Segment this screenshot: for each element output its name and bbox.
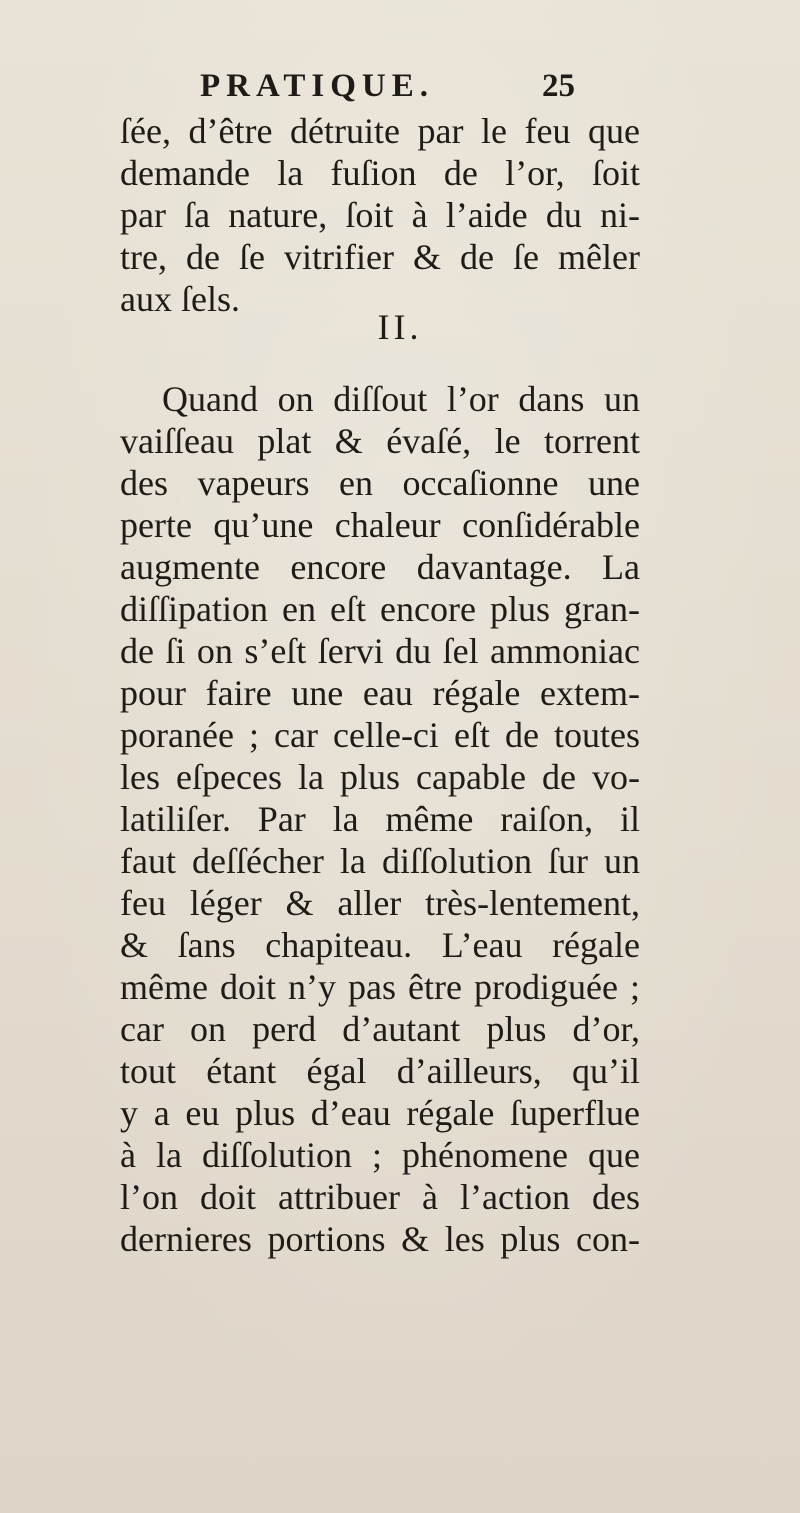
text-line: & ſans chapiteau. L’eau régale [120,925,640,965]
text-line: diſſipation en eſt encore plus gran- [120,589,640,629]
text-line: par ſa nature, ſoit à l’aide du ni- [120,195,640,235]
paragraph-continuation [120,110,640,320]
text-line: y a eu plus d’eau régale ſuperflue [120,1093,640,1133]
text-line: à la diſſolution ; phénomene que [120,1135,640,1175]
text-line: de ſi on s’eſt ſervi du ſel ammoniac [120,631,640,671]
text-line: dernieres portions & les plus con- [120,1219,640,1259]
text-line: l’on doit attribuer à l’action des [120,1177,640,1217]
running-header [200,68,620,108]
text-line: les eſpeces la plus capable de vo- [120,757,640,797]
text-line: des vapeurs en occaſionne une [120,463,640,503]
text-line: ſée, d’être détruite par le feu que [120,111,640,151]
text-line: pour faire une eau régale extem- [120,673,640,713]
text-line: demande la fuſion de l’or, ſoit [120,153,640,193]
text-line: feu léger & aller très-lentement, [120,883,640,923]
text-line: même doit n’y pas être prodiguée ; [120,967,640,1007]
text-line: aux ſels. [120,279,240,319]
text-line: car on perd d’autant plus d’or, [120,1009,640,1049]
section-number: II. [377,307,423,347]
text-line: augmente encore davantage. La [120,547,640,587]
running-title: PRATIQUE. [200,68,434,104]
text-line: vaiſſeau plat & évaſé, le torrent [120,421,640,461]
text-line: tout étant égal d’ailleurs, qu’il [120,1051,640,1091]
text-line: latiliſer. Par la même raiſon, il [120,799,640,839]
text-line: perte qu’une chaleur conſidérable [120,505,640,545]
page-number: 25 [542,68,575,104]
text-line: Quand on diſſout l’or dans un [162,379,640,419]
paragraph-section-ii [120,378,640,1260]
text-line: tre, de ſe vitrifier & de ſe mêler [120,237,640,277]
text-line: faut deſſécher la diſſolution ſur un [120,841,640,881]
text-line: poranée ; car celle-ci eſt de toutes [120,715,640,755]
